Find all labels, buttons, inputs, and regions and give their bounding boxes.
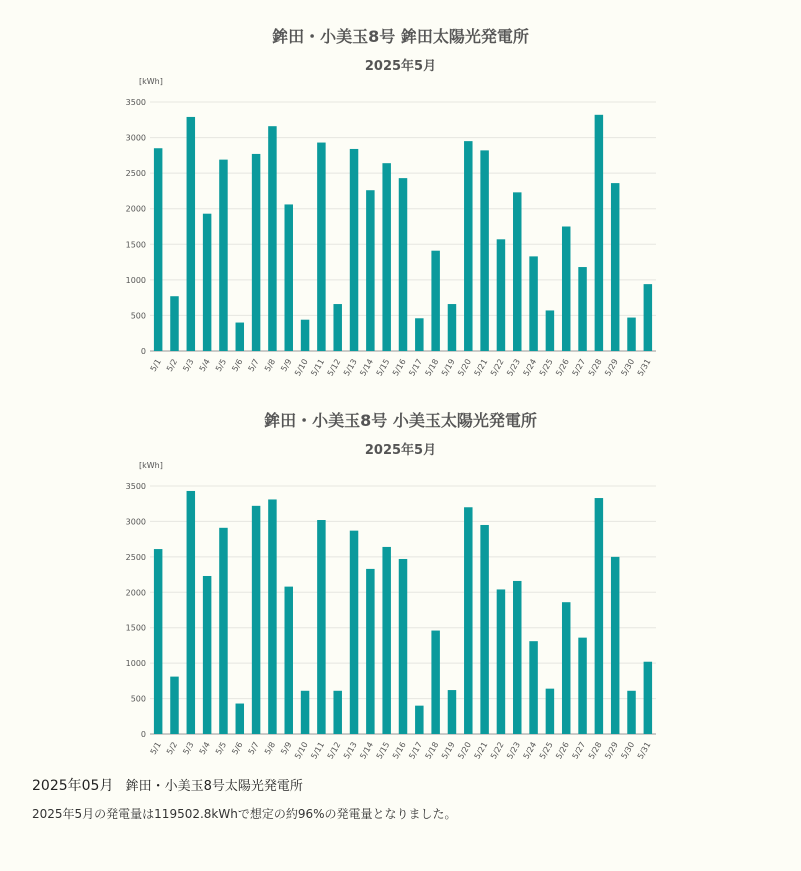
x-tick-label: 5/31 <box>635 740 653 761</box>
y-tick-label: 1500 <box>125 240 146 250</box>
bar-5-14 <box>366 569 374 734</box>
bar-5-26 <box>562 602 570 734</box>
bar-5-18 <box>431 631 439 734</box>
x-tick-label: 5/2 <box>164 740 180 757</box>
bar-5-8 <box>268 499 276 734</box>
y-tick-label: 500 <box>130 311 146 321</box>
x-tick-label: 5/27 <box>570 357 588 378</box>
x-tick-label: 5/14 <box>358 740 376 761</box>
x-tick-label: 5/24 <box>521 357 539 378</box>
x-tick-label: 5/13 <box>341 740 359 761</box>
x-tick-label: 5/18 <box>423 740 441 761</box>
x-tick-label: 5/9 <box>279 740 294 757</box>
x-tick-label: 5/2 <box>164 357 180 374</box>
y-tick-label: 1000 <box>125 659 146 669</box>
x-tick-label: 5/16 <box>390 357 408 378</box>
chart-title-1: 鉾田・小美玉8号 鉾田太陽光発電所 <box>272 27 529 46</box>
x-tick-label: 5/29 <box>603 740 620 761</box>
x-tick-label: 5/28 <box>586 357 604 378</box>
x-tick-label: 5/28 <box>586 740 604 761</box>
bar-5-22 <box>497 589 505 734</box>
x-tick-label: 5/27 <box>570 740 588 761</box>
y-tick-label: 0 <box>140 730 146 739</box>
x-tick-label: 5/17 <box>407 357 425 378</box>
y-tick-label: 2000 <box>125 588 146 598</box>
bar-5-19 <box>448 690 456 734</box>
x-tick-label: 5/19 <box>439 740 457 761</box>
y-tick-label: 1500 <box>125 623 146 633</box>
y-tick-label: 2000 <box>125 204 146 214</box>
bar-5-13 <box>350 531 358 734</box>
x-tick-label: 5/8 <box>262 740 278 757</box>
bar-5-7 <box>252 506 260 734</box>
bar-5-17 <box>415 706 423 734</box>
bar-5-24 <box>529 641 537 734</box>
y-axis-unit-label: [kWh] <box>139 77 163 86</box>
x-tick-label: 5/23 <box>505 357 522 378</box>
bar-5-30 <box>627 691 635 734</box>
x-tick-label: 5/25 <box>537 740 555 761</box>
x-tick-label: 5/10 <box>293 740 310 761</box>
chart-subtitle-2: 2025年5月 <box>364 443 437 458</box>
y-tick-label: 500 <box>130 694 146 704</box>
footer-plant-name: 鉾田・小美玉8号太陽光発電所 <box>125 779 303 794</box>
x-tick-label: 5/26 <box>554 357 571 378</box>
bar-5-28 <box>595 498 603 734</box>
x-tick-label: 5/22 <box>488 740 506 761</box>
x-tick-label: 5/24 <box>521 740 539 761</box>
x-tick-label: 5/7 <box>246 357 261 374</box>
x-tick-label: 5/15 <box>374 740 392 761</box>
x-tick-label: 5/30 <box>619 357 637 378</box>
bar-5-11 <box>317 520 325 734</box>
bar-5-15 <box>382 547 390 734</box>
bar-5-1 <box>154 549 162 734</box>
y-tick-label: 1000 <box>125 275 146 285</box>
y-tick-label: 3000 <box>125 133 146 143</box>
x-tick-label: 5/12 <box>325 740 343 761</box>
y-tick-label: 3000 <box>125 517 146 527</box>
y-tick-label: 2500 <box>125 169 146 179</box>
x-tick-label: 5/20 <box>456 740 474 761</box>
x-tick-label: 5/21 <box>472 740 490 761</box>
x-tick-label: 5/16 <box>390 740 408 761</box>
bar-5-12 <box>333 691 341 734</box>
x-tick-label: 5/12 <box>325 357 343 378</box>
x-tick-label: 5/4 <box>197 357 212 374</box>
footer-summary: 2025年5月の発電量は119502.8kWhで想定の約96%の発電量となりました。 <box>32 807 457 821</box>
x-tick-label: 5/1 <box>148 357 163 374</box>
bar-5-6 <box>236 704 244 734</box>
chart-title-2: 鉾田・小美玉8号 小美玉太陽光発電所 <box>264 411 537 430</box>
footer-heading <box>32 775 303 795</box>
x-tick-label: 5/7 <box>246 740 261 757</box>
bar-5-23 <box>513 581 521 734</box>
x-tick-label: 5/20 <box>456 357 474 378</box>
bar-5-3 <box>187 491 195 734</box>
x-tick-label: 5/18 <box>423 357 441 378</box>
x-tick-label: 5/19 <box>439 357 457 378</box>
x-tick-label: 5/10 <box>293 357 310 378</box>
bar-5-20 <box>464 507 472 734</box>
x-tick-label: 5/9 <box>279 357 294 374</box>
y-tick-label: 3500 <box>125 482 146 491</box>
x-tick-label: 5/30 <box>619 740 637 761</box>
y-tick-label: 0 <box>140 347 146 356</box>
x-tick-label: 5/5 <box>213 357 229 374</box>
chart-subtitle-1: 2025年5月 <box>364 59 437 74</box>
bar-5-21 <box>480 525 488 734</box>
x-tick-label: 5/6 <box>230 357 245 374</box>
bar-5-5 <box>219 528 227 734</box>
bar-5-10 <box>301 691 309 734</box>
x-tick-label: 5/26 <box>554 740 571 761</box>
x-tick-label: 5/5 <box>213 740 229 757</box>
x-tick-label: 5/3 <box>181 357 196 374</box>
x-tick-label: 5/11 <box>309 357 327 378</box>
bar-5-27 <box>578 638 586 734</box>
x-tick-label: 5/29 <box>603 357 620 378</box>
y-axis-unit-label: [kWh] <box>139 461 163 470</box>
x-tick-label: 5/3 <box>181 740 196 757</box>
bar-5-31 <box>644 662 652 734</box>
bar-5-16 <box>399 559 407 734</box>
y-tick-label: 3500 <box>125 98 146 107</box>
bar-5-29 <box>611 557 619 734</box>
x-tick-label: 5/8 <box>262 357 278 374</box>
x-tick-label: 5/13 <box>341 357 359 378</box>
x-tick-label: 5/11 <box>309 740 327 761</box>
x-tick-label: 5/22 <box>488 357 506 378</box>
x-tick-label: 5/25 <box>537 357 555 378</box>
x-tick-label: 5/17 <box>407 740 425 761</box>
bar-5-9 <box>284 587 292 734</box>
x-tick-label: 5/4 <box>197 740 212 757</box>
footer-date: 2025年05月 <box>32 778 114 794</box>
bar-5-25 <box>546 689 554 734</box>
x-tick-label: 5/15 <box>374 357 392 378</box>
x-tick-label: 5/31 <box>635 357 653 378</box>
x-tick-label: 5/23 <box>505 740 522 761</box>
x-tick-label: 5/21 <box>472 357 490 378</box>
x-tick-label: 5/6 <box>230 740 245 757</box>
y-tick-label: 2500 <box>125 552 146 562</box>
bar-5-4 <box>203 576 211 734</box>
bar-5-2 <box>170 677 178 734</box>
x-tick-label: 5/1 <box>148 740 163 757</box>
x-tick-label: 5/14 <box>358 357 376 378</box>
